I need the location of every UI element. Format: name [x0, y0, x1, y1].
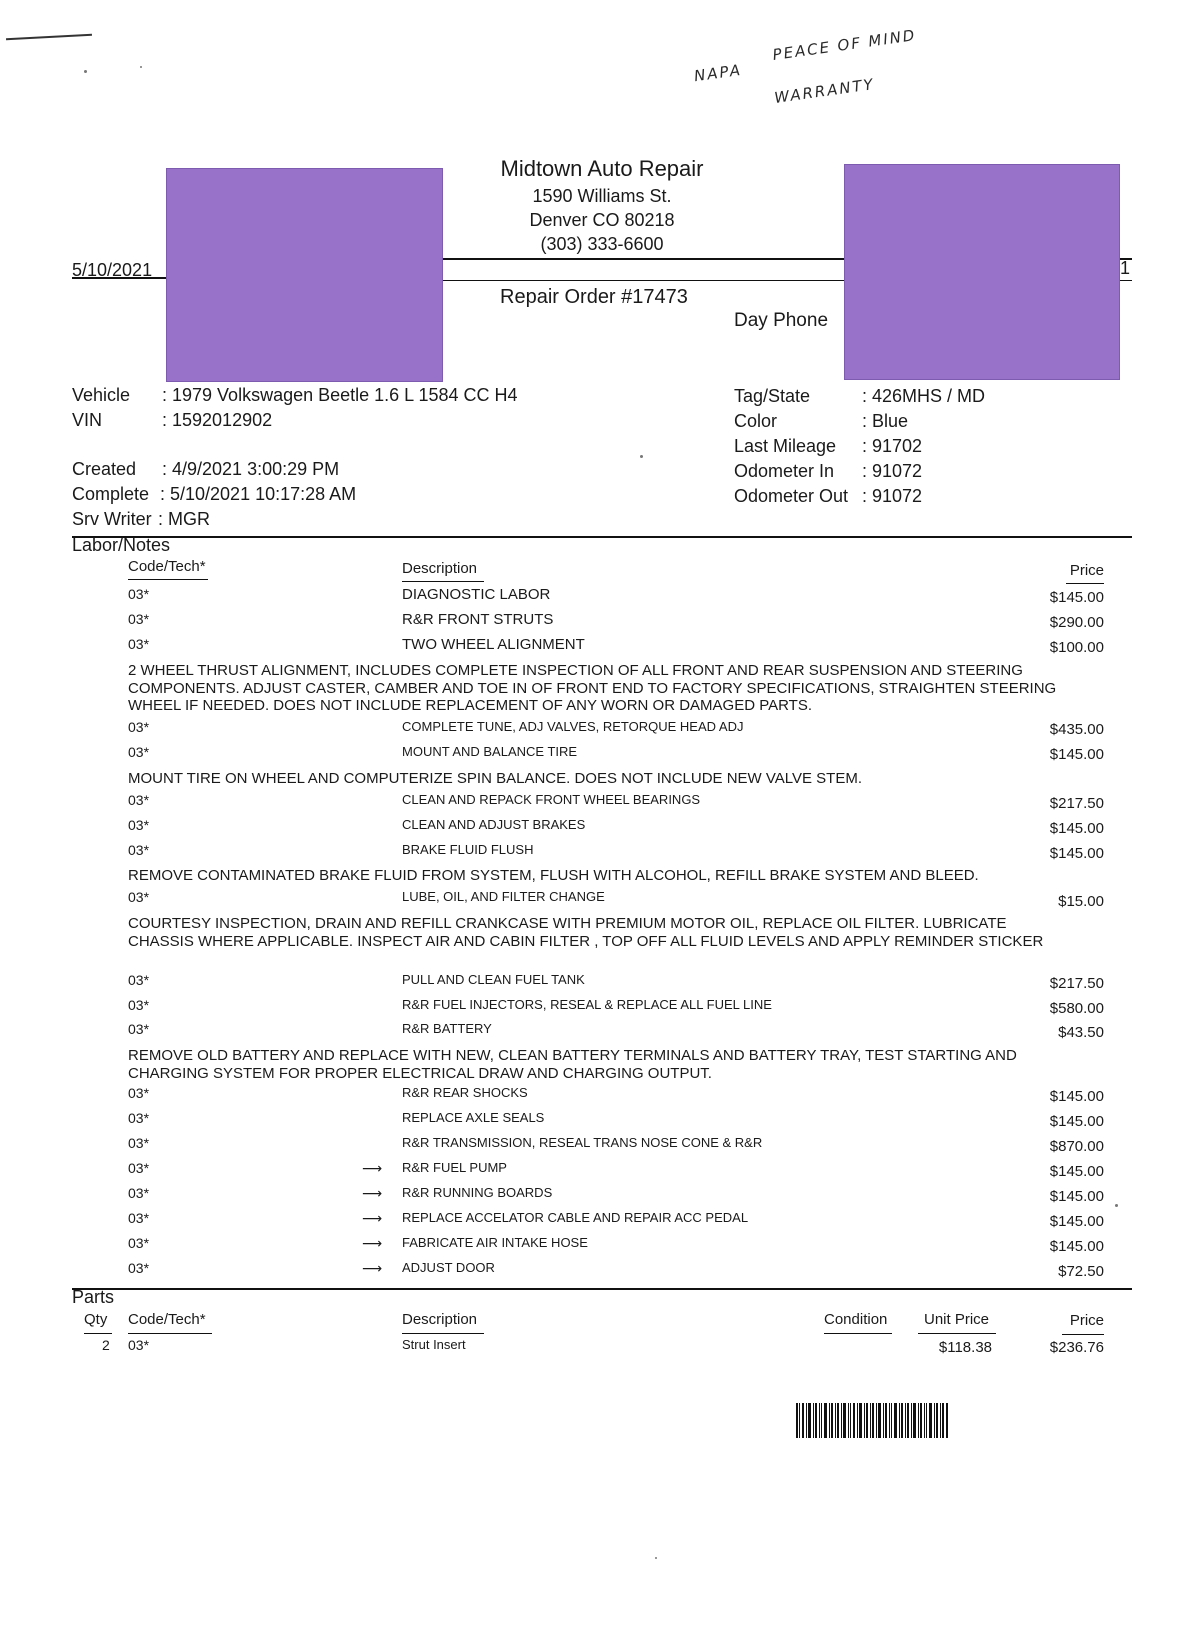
- handwritten-note-warranty: WARRANTY: [773, 75, 876, 107]
- shop-header: [452, 154, 752, 256]
- labor-col-code: Code/Tech*: [128, 558, 206, 575]
- labor-note-brake-fluid: REMOVE CONTAMINATED BRAKE FLUID FROM SYSTEM, FLUSH WITH ALCOHOL, REFILL BRAKE SYSTEM AND BLEED.: [128, 867, 979, 884]
- labor-note-tire: MOUNT TIRE ON WHEEL AND COMPUTERIZE SPIN BALANCE. DOES NOT INCLUDE NEW VALVE STEM.: [128, 770, 863, 787]
- day-phone-label: Day Phone: [734, 310, 829, 331]
- labor-row: [0, 1235, 1200, 1259]
- labor-row: [0, 1135, 1200, 1159]
- labor-code: 03*: [128, 1260, 150, 1276]
- labor-description: PULL AND CLEAN FUEL TANK: [402, 972, 585, 987]
- vin-value: : 1592012902: [162, 410, 273, 430]
- tag-state-label: Tag/State: [734, 386, 811, 406]
- page-number: 1: [1120, 258, 1131, 278]
- vehicle-value: : 1979 Volkswagen Beetle 1.6 L 1584 CC H4: [162, 385, 518, 405]
- part-unit-price: $118.38: [938, 1339, 992, 1356]
- labor-row: [0, 997, 1200, 1021]
- labor-price: $435.00: [1049, 721, 1104, 738]
- labor-row: [0, 636, 1200, 660]
- labor-price: $15.00: [1058, 893, 1104, 910]
- vehicle-label: Vehicle: [72, 385, 131, 405]
- labor-price: $145.00: [1049, 820, 1104, 837]
- scan-speck: [140, 66, 142, 68]
- redacted-customer-info: [166, 168, 443, 382]
- labor-description: R&R REAR SHOCKS: [402, 1085, 528, 1100]
- labor-col-price-underline: [1066, 583, 1104, 584]
- labor-description: REPLACE AXLE SEALS: [402, 1110, 545, 1125]
- labor-code: 03*: [128, 636, 150, 652]
- labor-price: $217.50: [1049, 975, 1104, 992]
- created-label: Created: [72, 459, 137, 479]
- labor-description: R&R FUEL PUMP: [402, 1160, 507, 1175]
- labor-price: $145.00: [1049, 1113, 1104, 1130]
- repair-order-number: Repair Order #17473: [500, 286, 688, 308]
- parts-row: [0, 1337, 1200, 1361]
- labor-note-alignment: 2 WHEEL THRUST ALIGNMENT, INCLUDES COMPLETE INSPECTION OF ALL FRONT AND REAR SUSPENSION AND STEERING COMPONENTS. ADJUST CASTER, CAMBER AND TOE IN OF FRONT END TO FACTORY SPECIFICATIONS, STRAIGHTEN STEERING WHEEL IF NEEDED. DOES NOT INCLUDE REPLACEMENT OF ANY WORN OR DAMAGED PARTS.: [128, 662, 1057, 714]
- labor-code: 03*: [128, 1085, 150, 1101]
- labor-code: 03*: [128, 1185, 150, 1201]
- labor-description: REPLACE ACCELATOR CABLE AND REPAIR ACC PEDAL: [402, 1210, 749, 1225]
- labor-note-battery: REMOVE OLD BATTERY AND REPLACE WITH NEW, CLEAN BATTERY TERMINALS AND BATTERY TRAY, TEST STARTING AND CHARGING SYSTEM FOR PROPER ELECTRICAL DRAW AND CHARGING OUTPUT.: [128, 1047, 1017, 1082]
- labor-description: ADJUST DOOR: [402, 1260, 495, 1275]
- scan-speck: [640, 455, 643, 458]
- labor-description: R&R RUNNING BOARDS: [402, 1185, 553, 1200]
- labor-code: 03*: [128, 792, 150, 808]
- labor-price: $145.00: [1049, 1163, 1104, 1180]
- order-date: 5/10/2021: [72, 260, 153, 280]
- barcode: [796, 1403, 948, 1438]
- handwritten-note-peace-of-mind: PEACE OF MIND: [771, 26, 918, 64]
- parts-col-description: Description: [402, 1311, 478, 1328]
- labor-row: [0, 586, 1200, 610]
- shop-phone: (303) 333-6600: [540, 234, 664, 254]
- labor-code: 03*: [128, 1210, 150, 1226]
- labor-description: BRAKE FLUID FLUSH: [402, 842, 534, 857]
- labor-price: $290.00: [1049, 614, 1104, 631]
- labor-price: $100.00: [1049, 639, 1104, 656]
- complete-value: : 5/10/2021 10:17:28 AM: [160, 484, 357, 504]
- labor-code: 03*: [128, 586, 150, 602]
- parts-col-qty: Qty: [84, 1311, 108, 1328]
- labor-price: $145.00: [1049, 746, 1104, 763]
- labor-price: $145.00: [1049, 589, 1104, 606]
- scan-mark: [6, 34, 92, 40]
- labor-price: $43.50: [1058, 1024, 1104, 1041]
- labor-row: [0, 889, 1200, 913]
- odometer-in-value: : 91072: [862, 461, 923, 481]
- labor-price: $145.00: [1049, 845, 1104, 862]
- labor-description: R&R BATTERY: [402, 1021, 492, 1036]
- handwritten-note-napa: NAPA: [692, 60, 744, 86]
- odometer-out-label: Odometer Out: [734, 486, 849, 506]
- tag-state-value: : 426MHS / MD: [862, 386, 986, 406]
- shop-address: 1590 Williams St.: [532, 186, 672, 206]
- color-label: Color: [734, 411, 778, 431]
- labor-description: R&R FUEL INJECTORS, RESEAL & REPLACE ALL FUEL LINE: [402, 997, 772, 1012]
- labor-code: 03*: [128, 997, 150, 1013]
- handwritten-arrow-icon: ⟶: [362, 1260, 383, 1276]
- handwritten-arrow-icon: ⟶: [362, 1210, 383, 1226]
- part-qty: 2: [102, 1337, 110, 1353]
- odometer-out-value: : 91072: [862, 486, 923, 506]
- labor-note-oil: COURTESY INSPECTION, DRAIN AND REFILL CRANKCASE WITH PREMIUM MOTOR OIL, REPLACE OIL FILTER. LUBRICATE CHASSIS WHERE APPLICABLE. INSPECT AIR AND CABIN FILTER , TOP OFF ALL FLUID LEVELS AND APPLY REMINDER STICKER: [128, 915, 1044, 950]
- parts-col-condition: Condition: [824, 1311, 888, 1328]
- labor-code: 03*: [128, 1235, 150, 1251]
- labor-row: [0, 1021, 1200, 1045]
- parts-col-code: Code/Tech*: [128, 1311, 206, 1328]
- last-mileage-label: Last Mileage: [734, 436, 837, 456]
- labor-price: $145.00: [1049, 1088, 1104, 1105]
- labor-row: [0, 972, 1200, 996]
- labor-row: [0, 817, 1200, 841]
- created-value: : 4/9/2021 3:00:29 PM: [162, 459, 340, 479]
- handwritten-arrow-icon: ⟶: [362, 1185, 383, 1201]
- vin-label: VIN: [72, 410, 103, 430]
- labor-section-title: Labor/Notes: [72, 535, 171, 555]
- labor-row: [0, 1260, 1200, 1284]
- labor-code: 03*: [128, 889, 150, 905]
- labor-description: CLEAN AND ADJUST BRAKES: [402, 817, 586, 832]
- service-writer-value: : MGR: [158, 509, 210, 529]
- labor-row: [0, 1110, 1200, 1134]
- parts-col-qty-underline: [84, 1333, 112, 1334]
- labor-row: [0, 719, 1200, 743]
- labor-row: [0, 1160, 1200, 1184]
- labor-row: [0, 1185, 1200, 1209]
- labor-row: [0, 611, 1200, 635]
- labor-row: [0, 842, 1200, 866]
- service-writer-label: Srv Writer: [72, 509, 152, 529]
- labor-row: [0, 1085, 1200, 1109]
- labor-row: [0, 1210, 1200, 1234]
- labor-price: $145.00: [1049, 1213, 1104, 1230]
- labor-section-rule: [72, 536, 1132, 538]
- odometer-in-label: Odometer In: [734, 461, 835, 481]
- labor-description: CLEAN AND REPACK FRONT WHEEL BEARINGS: [402, 792, 701, 807]
- labor-description: LUBE, OIL, AND FILTER CHANGE: [402, 889, 605, 904]
- part-description: Strut Insert: [402, 1337, 466, 1352]
- parts-col-unit-price-underline: [918, 1333, 996, 1334]
- labor-description: MOUNT AND BALANCE TIRE: [402, 744, 578, 759]
- parts-col-description-underline: [402, 1333, 484, 1334]
- last-mileage-value: : 91702: [862, 436, 923, 456]
- labor-code: 03*: [128, 1021, 150, 1037]
- labor-description: FABRICATE AIR INTAKE HOSE: [402, 1235, 588, 1250]
- handwritten-arrow-icon: ⟶: [362, 1235, 383, 1251]
- labor-row: [0, 744, 1200, 768]
- part-code: 03*: [128, 1337, 150, 1353]
- labor-code: 03*: [128, 842, 150, 858]
- labor-code: 03*: [128, 1135, 150, 1151]
- labor-col-description: Description: [402, 560, 478, 577]
- labor-price: $145.00: [1049, 1238, 1104, 1255]
- shop-name: Midtown Auto Repair: [500, 156, 704, 181]
- labor-price: $145.00: [1049, 1188, 1104, 1205]
- scan-speck: [655, 1557, 657, 1559]
- labor-price: $870.00: [1049, 1138, 1104, 1155]
- parts-col-unit-price: Unit Price: [924, 1311, 990, 1328]
- labor-description: DIAGNOSTIC LABOR: [402, 586, 551, 603]
- parts-col-price: Price: [1069, 1312, 1104, 1329]
- labor-col-price: Price: [1069, 562, 1104, 579]
- labor-price: $580.00: [1049, 1000, 1104, 1017]
- labor-col-code-underline: [128, 579, 208, 580]
- labor-code: 03*: [128, 744, 150, 760]
- labor-code: 03*: [128, 1110, 150, 1126]
- parts-section-title: Parts: [72, 1287, 115, 1307]
- labor-description: TWO WHEEL ALIGNMENT: [402, 636, 585, 653]
- labor-price: $72.50: [1058, 1263, 1104, 1280]
- color-value: : Blue: [862, 411, 909, 431]
- parts-col-code-underline: [128, 1333, 212, 1334]
- labor-code: 03*: [128, 972, 150, 988]
- labor-price: $217.50: [1049, 795, 1104, 812]
- handwritten-arrow-icon: ⟶: [362, 1160, 383, 1176]
- part-price: $236.76: [1049, 1339, 1104, 1356]
- parts-col-price-underline: [1062, 1334, 1104, 1335]
- labor-code: 03*: [128, 817, 150, 833]
- parts-section-rule: [72, 1288, 1132, 1290]
- labor-row: [0, 792, 1200, 816]
- labor-description: R&R TRANSMISSION, RESEAL TRANS NOSE CONE & R&R: [402, 1135, 763, 1150]
- complete-label: Complete: [72, 484, 150, 504]
- labor-code: 03*: [128, 611, 150, 627]
- shop-city: Denver CO 80218: [529, 210, 675, 230]
- labor-description: R&R FRONT STRUTS: [402, 611, 554, 628]
- scan-speck: [84, 70, 87, 73]
- labor-col-description-underline: [402, 581, 484, 582]
- labor-description: COMPLETE TUNE, ADJ VALVES, RETORQUE HEAD ADJ: [402, 719, 744, 734]
- labor-code: 03*: [128, 719, 150, 735]
- parts-col-condition-underline: [824, 1333, 892, 1334]
- redacted-contact-info: [844, 164, 1120, 380]
- labor-code: 03*: [128, 1160, 150, 1176]
